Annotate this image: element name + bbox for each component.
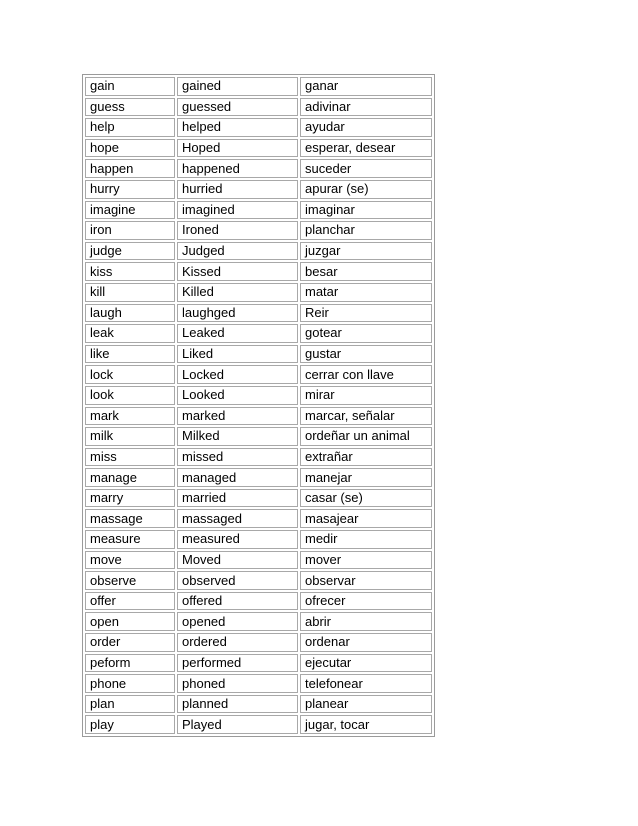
table-row xyxy=(85,509,432,528)
base-form-cell: observe xyxy=(85,571,175,590)
spanish-meaning-cell: medir xyxy=(300,530,432,549)
base-form-cell: kill xyxy=(85,283,175,302)
past-form-cell: managed xyxy=(177,468,298,487)
past-form-cell: Moved xyxy=(177,551,298,570)
spanish-meaning-cell: ordeñar un animal xyxy=(300,427,432,446)
table-row xyxy=(85,98,432,117)
base-form-cell: marry xyxy=(85,489,175,508)
base-form-cell: play xyxy=(85,715,175,734)
past-form-cell: Locked xyxy=(177,365,298,384)
past-form-cell: Kissed xyxy=(177,262,298,281)
spanish-meaning-cell: telefonear xyxy=(300,674,432,693)
table-row xyxy=(85,221,432,240)
past-form-cell: planned xyxy=(177,695,298,714)
table-row xyxy=(85,530,432,549)
table-row xyxy=(85,262,432,281)
base-form-cell: order xyxy=(85,633,175,652)
table-row xyxy=(85,448,432,467)
past-form-cell: performed xyxy=(177,654,298,673)
base-form-cell: open xyxy=(85,612,175,631)
table-row xyxy=(85,468,432,487)
past-form-cell: ordered xyxy=(177,633,298,652)
table-row xyxy=(85,118,432,137)
past-form-cell: phoned xyxy=(177,674,298,693)
base-form-cell: massage xyxy=(85,509,175,528)
table-row xyxy=(85,386,432,405)
past-form-cell: Played xyxy=(177,715,298,734)
past-form-cell: Killed xyxy=(177,283,298,302)
spanish-meaning-cell: besar xyxy=(300,262,432,281)
spanish-meaning-cell: imaginar xyxy=(300,201,432,220)
base-form-cell: leak xyxy=(85,324,175,343)
base-form-cell: imagine xyxy=(85,201,175,220)
base-form-cell: hope xyxy=(85,139,175,158)
spanish-meaning-cell: juzgar xyxy=(300,242,432,261)
table-row xyxy=(85,489,432,508)
base-form-cell: happen xyxy=(85,159,175,178)
past-form-cell: laughged xyxy=(177,304,298,323)
past-form-cell: guessed xyxy=(177,98,298,117)
past-form-cell: Ironed xyxy=(177,221,298,240)
table-row xyxy=(85,180,432,199)
base-form-cell: laugh xyxy=(85,304,175,323)
past-form-cell: Judged xyxy=(177,242,298,261)
table-row xyxy=(85,592,432,611)
table-row xyxy=(85,674,432,693)
spanish-meaning-cell: matar xyxy=(300,283,432,302)
table-row xyxy=(85,551,432,570)
table-row xyxy=(85,139,432,158)
spanish-meaning-cell: ejecutar xyxy=(300,654,432,673)
base-form-cell: help xyxy=(85,118,175,137)
spanish-meaning-cell: ordenar xyxy=(300,633,432,652)
table-row xyxy=(85,324,432,343)
base-form-cell: offer xyxy=(85,592,175,611)
spanish-meaning-cell: apurar (se) xyxy=(300,180,432,199)
spanish-meaning-cell: planear xyxy=(300,695,432,714)
past-form-cell: married xyxy=(177,489,298,508)
table-row xyxy=(85,77,432,96)
table-row xyxy=(85,365,432,384)
spanish-meaning-cell: planchar xyxy=(300,221,432,240)
base-form-cell: look xyxy=(85,386,175,405)
base-form-cell: gain xyxy=(85,77,175,96)
spanish-meaning-cell: marcar, señalar xyxy=(300,407,432,426)
base-form-cell: phone xyxy=(85,674,175,693)
spanish-meaning-cell: abrir xyxy=(300,612,432,631)
table-row xyxy=(85,633,432,652)
spanish-meaning-cell: mover xyxy=(300,551,432,570)
table-row xyxy=(85,427,432,446)
verb-table xyxy=(82,74,435,737)
past-form-cell: gained xyxy=(177,77,298,96)
spanish-meaning-cell: casar (se) xyxy=(300,489,432,508)
base-form-cell: kiss xyxy=(85,262,175,281)
past-form-cell: marked xyxy=(177,407,298,426)
spanish-meaning-cell: manejar xyxy=(300,468,432,487)
table-row xyxy=(85,715,432,734)
table-row xyxy=(85,571,432,590)
spanish-meaning-cell: ofrecer xyxy=(300,592,432,611)
spanish-meaning-cell: observar xyxy=(300,571,432,590)
past-form-cell: hurried xyxy=(177,180,298,199)
spanish-meaning-cell: gotear xyxy=(300,324,432,343)
table-row xyxy=(85,345,432,364)
base-form-cell: guess xyxy=(85,98,175,117)
past-form-cell: measured xyxy=(177,530,298,549)
past-form-cell: happened xyxy=(177,159,298,178)
past-form-cell: opened xyxy=(177,612,298,631)
spanish-meaning-cell: jugar, tocar xyxy=(300,715,432,734)
past-form-cell: massaged xyxy=(177,509,298,528)
spanish-meaning-cell: ayudar xyxy=(300,118,432,137)
base-form-cell: milk xyxy=(85,427,175,446)
past-form-cell: imagined xyxy=(177,201,298,220)
verb-table-body xyxy=(85,77,432,734)
table-row xyxy=(85,201,432,220)
spanish-meaning-cell: cerrar con llave xyxy=(300,365,432,384)
base-form-cell: iron xyxy=(85,221,175,240)
past-form-cell: offered xyxy=(177,592,298,611)
table-row xyxy=(85,654,432,673)
spanish-meaning-cell: suceder xyxy=(300,159,432,178)
base-form-cell: move xyxy=(85,551,175,570)
table-row xyxy=(85,407,432,426)
past-form-cell: observed xyxy=(177,571,298,590)
base-form-cell: lock xyxy=(85,365,175,384)
past-form-cell: Milked xyxy=(177,427,298,446)
base-form-cell: hurry xyxy=(85,180,175,199)
table-row xyxy=(85,159,432,178)
past-form-cell: Hoped xyxy=(177,139,298,158)
table-row xyxy=(85,695,432,714)
base-form-cell: mark xyxy=(85,407,175,426)
table-row xyxy=(85,242,432,261)
spanish-meaning-cell: mirar xyxy=(300,386,432,405)
table-row xyxy=(85,283,432,302)
table-row xyxy=(85,612,432,631)
base-form-cell: measure xyxy=(85,530,175,549)
base-form-cell: peform xyxy=(85,654,175,673)
spanish-meaning-cell: esperar, desear xyxy=(300,139,432,158)
base-form-cell: miss xyxy=(85,448,175,467)
past-form-cell: helped xyxy=(177,118,298,137)
base-form-cell: plan xyxy=(85,695,175,714)
spanish-meaning-cell: adivinar xyxy=(300,98,432,117)
past-form-cell: Liked xyxy=(177,345,298,364)
past-form-cell: Leaked xyxy=(177,324,298,343)
spanish-meaning-cell: ganar xyxy=(300,77,432,96)
spanish-meaning-cell: extrañar xyxy=(300,448,432,467)
base-form-cell: like xyxy=(85,345,175,364)
spanish-meaning-cell: Reir xyxy=(300,304,432,323)
base-form-cell: judge xyxy=(85,242,175,261)
past-form-cell: missed xyxy=(177,448,298,467)
spanish-meaning-cell: masajear xyxy=(300,509,432,528)
past-form-cell: Looked xyxy=(177,386,298,405)
spanish-meaning-cell: gustar xyxy=(300,345,432,364)
base-form-cell: manage xyxy=(85,468,175,487)
table-row xyxy=(85,304,432,323)
